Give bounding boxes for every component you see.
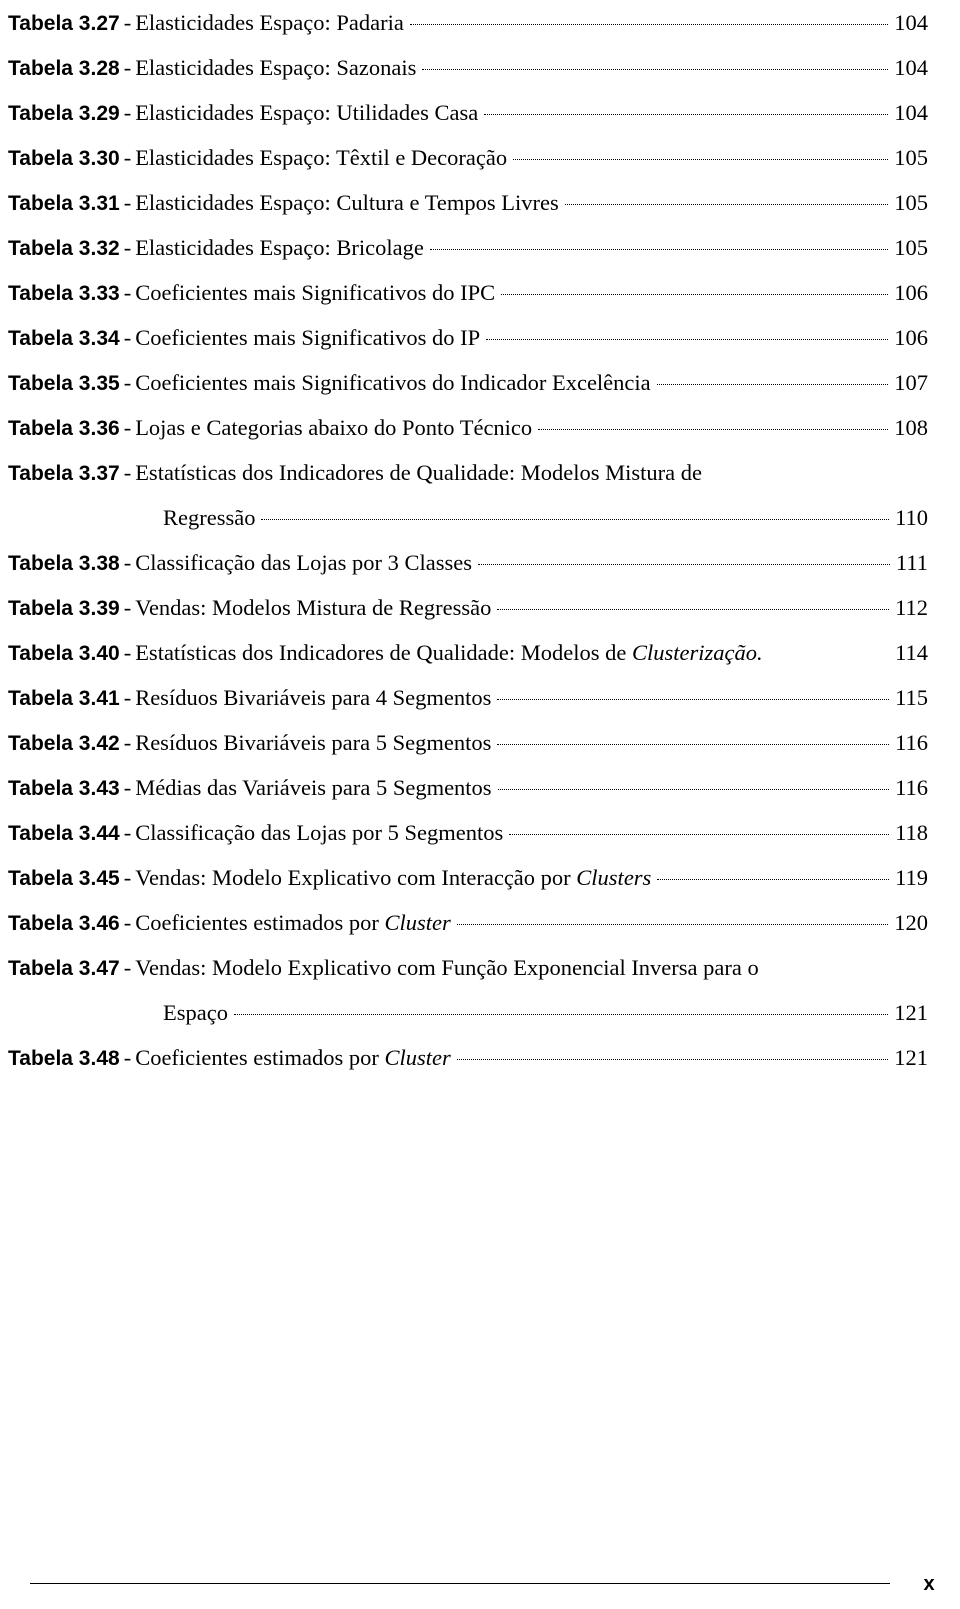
table-label: Tabela 3.35 [8, 372, 120, 395]
page-number: 118 [895, 820, 928, 845]
toc-entry[interactable] [8, 450, 928, 540]
entry-title-italic: Cluster [384, 1045, 451, 1070]
dot-leader [422, 69, 888, 70]
toc-entry[interactable] [8, 765, 928, 810]
entry-title: Elasticidades Espaço: Têxtil e Decoração [135, 145, 508, 170]
entry-title: Elasticidades Espaço: Sazonais [135, 55, 417, 80]
dot-leader [657, 879, 889, 880]
toc-entry[interactable] [8, 225, 928, 270]
table-label: Tabela 3.30 [8, 147, 120, 170]
entry-title-italic: Clusterização. [631, 640, 763, 665]
separator: - [123, 595, 132, 620]
toc-entry[interactable] [8, 540, 928, 585]
entry-title: Elasticidades Espaço: Bricolage [135, 235, 424, 260]
table-label: Tabela 3.37 [8, 462, 120, 485]
table-label: Tabela 3.28 [8, 57, 120, 80]
table-label: Tabela 3.33 [8, 282, 120, 305]
page-number: 119 [895, 865, 928, 890]
entry-title: Vendas: Modelo Explicativo com Interacção por [135, 865, 571, 890]
entry-title: Elasticidades Espaço: Padaria [135, 10, 404, 35]
toc-entry[interactable] [8, 45, 928, 90]
table-label: Tabela 3.27 [8, 12, 120, 35]
separator: - [123, 865, 132, 890]
toc-entry[interactable] [8, 180, 928, 225]
table-label: Tabela 3.34 [8, 327, 120, 350]
table-label: Tabela 3.36 [8, 417, 120, 440]
separator: - [123, 10, 132, 35]
toc-entry[interactable] [8, 585, 928, 630]
entry-title: Estatísticas dos Indicadores de Qualidade: Modelos Mistura de [135, 460, 702, 485]
table-label: Tabela 3.41 [8, 687, 120, 710]
toc-entry[interactable] [8, 630, 928, 675]
dot-leader [410, 24, 888, 25]
toc-entry[interactable] [8, 675, 928, 720]
entry-title: Coeficientes estimados por [135, 1045, 379, 1070]
toc-entry[interactable] [8, 945, 928, 1035]
entry-title: Classificação das Lojas por 5 Segmentos [135, 820, 504, 845]
entry-title: Coeficientes mais Significativos do IP [135, 325, 481, 350]
page-number: 116 [895, 775, 928, 800]
page-number: 107 [894, 370, 928, 395]
table-label: Tabela 3.42 [8, 732, 120, 755]
separator: - [123, 550, 132, 575]
toc-entry[interactable] [8, 135, 928, 180]
table-label: Tabela 3.29 [8, 102, 120, 125]
toc-entry[interactable] [8, 1035, 928, 1080]
dot-leader [234, 1014, 888, 1015]
page-number: 106 [894, 280, 928, 305]
toc-entry[interactable] [8, 720, 928, 765]
dot-leader [497, 609, 889, 610]
toc-entry[interactable] [8, 0, 928, 45]
page-marker: x [923, 1573, 935, 1595]
separator: - [123, 370, 132, 395]
toc-entry[interactable] [8, 855, 928, 900]
table-of-contents [8, 0, 928, 1080]
separator: - [123, 235, 132, 260]
page-number: 115 [895, 685, 928, 710]
table-label: Tabela 3.40 [8, 642, 120, 665]
table-label: Tabela 3.47 [8, 957, 120, 980]
dot-leader [457, 1059, 888, 1060]
table-label: Tabela 3.31 [8, 192, 120, 215]
page-number: 111 [895, 550, 928, 575]
page-number: 104 [894, 55, 928, 80]
separator: - [123, 190, 132, 215]
page-number: 104 [894, 10, 928, 35]
entry-title: Vendas: Modelo Explicativo com Função Exponencial Inversa para o [135, 955, 759, 980]
page-number: 108 [894, 415, 928, 440]
entry-title-continuation: Espaço [163, 1000, 228, 1025]
separator: - [123, 955, 132, 980]
page-number: 110 [895, 505, 928, 530]
entry-title-continuation: Regressão [163, 505, 256, 530]
dot-leader [657, 384, 889, 385]
page-number: 112 [895, 595, 928, 620]
separator: - [123, 415, 132, 440]
dot-leader [497, 699, 889, 700]
entry-title: Resíduos Bivariáveis para 4 Segmentos [135, 685, 492, 710]
separator: - [123, 325, 132, 350]
separator: - [123, 730, 132, 755]
entry-title: Vendas: Modelos Mistura de Regressão [135, 595, 492, 620]
entry-title: Coeficientes mais Significativos do Indicador Excelência [135, 370, 651, 395]
toc-entry[interactable] [8, 405, 928, 450]
entry-title: Coeficientes mais Significativos do IPC [135, 280, 496, 305]
dot-leader [509, 834, 889, 835]
dot-leader [430, 249, 888, 250]
dot-leader [261, 519, 889, 520]
table-label: Tabela 3.46 [8, 912, 120, 935]
dot-leader [484, 114, 888, 115]
table-label: Tabela 3.38 [8, 552, 120, 575]
page-number: 105 [894, 190, 928, 215]
entry-title: Classificação das Lojas por 3 Classes [135, 550, 472, 575]
page-number: 104 [894, 100, 928, 125]
dot-leader [538, 429, 888, 430]
page-number: 106 [894, 325, 928, 350]
table-label: Tabela 3.44 [8, 822, 120, 845]
separator: - [123, 145, 132, 170]
page-number: 121 [894, 1045, 928, 1070]
table-label: Tabela 3.45 [8, 867, 120, 890]
toc-entry[interactable] [8, 810, 928, 855]
toc-entry[interactable] [8, 360, 928, 405]
separator: - [123, 100, 132, 125]
separator: - [123, 55, 132, 80]
page-number: 116 [895, 730, 928, 755]
page-number: 121 [894, 1000, 928, 1025]
separator: - [123, 460, 132, 485]
dot-leader [486, 339, 888, 340]
page-number: 114 [895, 640, 928, 665]
footer-rule [30, 1583, 890, 1584]
separator: - [123, 775, 132, 800]
entry-title: Estatísticas dos Indicadores de Qualidade: Modelos de [135, 640, 627, 665]
table-label: Tabela 3.43 [8, 777, 120, 800]
separator: - [123, 685, 132, 710]
dot-leader [497, 744, 889, 745]
separator: - [123, 640, 132, 665]
toc-entry[interactable] [8, 270, 928, 315]
table-label: Tabela 3.39 [8, 597, 120, 620]
entry-title: Resíduos Bivariáveis para 5 Segmentos [135, 730, 492, 755]
table-label: Tabela 3.32 [8, 237, 120, 260]
entry-title: Lojas e Categorias abaixo do Ponto Técnico [135, 415, 533, 440]
entry-title-italic: Cluster [384, 910, 451, 935]
table-label: Tabela 3.48 [8, 1047, 120, 1070]
separator: - [123, 820, 132, 845]
dot-leader [501, 294, 888, 295]
entry-title: Elasticidades Espaço: Utilidades Casa [135, 100, 479, 125]
entry-title: Médias das Variáveis para 5 Segmentos [135, 775, 492, 800]
dot-leader [565, 204, 889, 205]
separator: - [123, 910, 132, 935]
dot-leader [498, 789, 890, 790]
separator: - [123, 280, 132, 305]
dot-leader [478, 564, 890, 565]
separator: - [123, 1045, 132, 1070]
entry-title-italic: Clusters [576, 865, 652, 890]
dot-leader [513, 159, 888, 160]
page-number: 105 [894, 145, 928, 170]
page-number: 120 [894, 910, 928, 935]
entry-title: Elasticidades Espaço: Cultura e Tempos Livres [135, 190, 559, 215]
toc-entry[interactable] [8, 315, 928, 360]
toc-entry[interactable] [8, 900, 928, 945]
entry-title: Coeficientes estimados por [135, 910, 379, 935]
dot-leader [457, 924, 888, 925]
toc-entry[interactable] [8, 90, 928, 135]
page-number: 105 [894, 235, 928, 260]
